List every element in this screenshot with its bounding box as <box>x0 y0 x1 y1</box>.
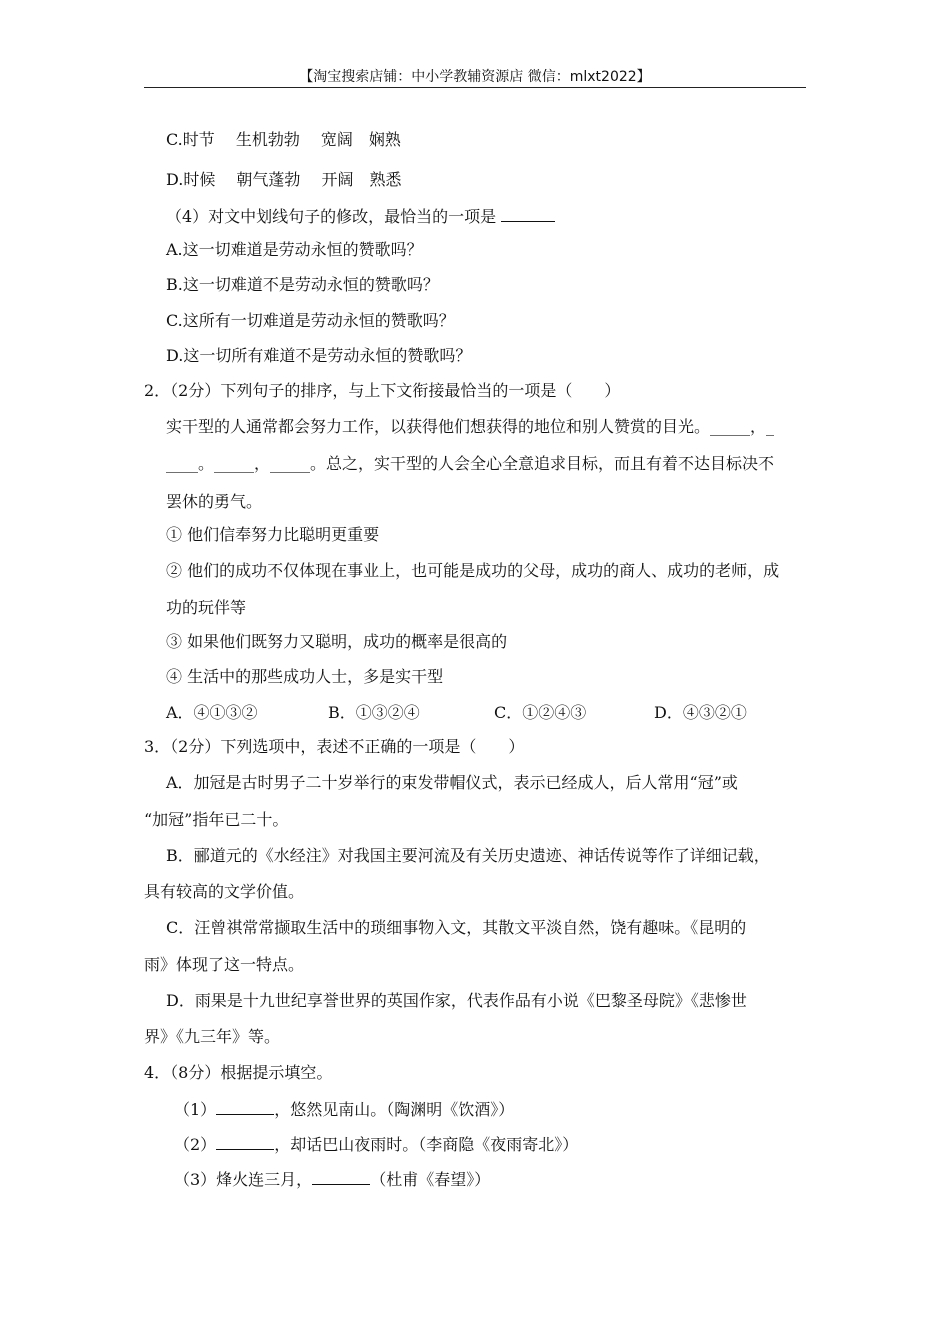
q4-item-1: （1） ，悠然见南山。（陶渊明《饮酒》） <box>174 1100 515 1119</box>
q2-choice-d[interactable]: D．④③②① <box>654 703 747 722</box>
q3-option-a-line-1: A．加冠是古时男子二十岁举行的束发带帽仪式，表示已经成人，后人常用“冠”或 <box>166 773 738 792</box>
q3-stem: 3．（2分）下列选项中，表述不正确的一项是（ ） <box>144 737 525 756</box>
q2-item-4: ④ 生活中的那些成功人士，多是实干型 <box>166 667 444 686</box>
q1-4-option-b: B.这一切难道不是劳动永恒的赞歌吗？ <box>166 275 439 294</box>
q3-option-c-line-2: 雨》体现了这一特点。 <box>144 955 305 974</box>
header-rule <box>144 87 806 88</box>
q1-4-option-d: D.这一切所有难道不是劳动永恒的赞歌吗？ <box>166 346 472 365</box>
answer-blank[interactable] <box>312 1168 370 1185</box>
q1-4-option-a: A.这一切难道是劳动永恒的赞歌吗？ <box>166 240 423 259</box>
answer-blank[interactable] <box>216 1098 274 1115</box>
q4-item-3: （3）烽火连三月， （杜甫《春望》） <box>174 1170 491 1189</box>
q2-passage-line-1: 实干型的人通常都会努力工作，以获得他们想获得的地位和别人赞赏的目光。_____，_ <box>166 417 775 436</box>
q2-stem: 2．（2分）下列句子的排序，与上下文衔接最恰当的一项是（ ） <box>144 381 621 400</box>
q3-option-a-line-2: “加冠”指年已二十。 <box>144 810 289 829</box>
q4-stem: 4．（8分）根据提示填空。 <box>144 1063 333 1082</box>
q3-option-c-line-1: C．汪曾祺常常撷取生活中的琐细事物入文，其散文平淡自然，饶有趣味。《昆明的 <box>166 918 747 937</box>
q1-4-stem: （4）对文中划线句子的修改，最恰当的一项是 <box>166 205 555 227</box>
q2-choice-a[interactable]: A．④①③② <box>166 703 258 722</box>
q3-option-d-line-2: 界》《九三年》等。 <box>144 1027 281 1046</box>
q3-option-d-line-1: D．雨果是十九世纪享誉世界的英国作家，代表作品有小说《巴黎圣母院》《悲惨世 <box>166 991 747 1010</box>
answer-blank[interactable] <box>216 1133 274 1150</box>
q2-choice-c[interactable]: C．①②④③ <box>494 703 587 722</box>
q2-choice-b[interactable]: B．①③②④ <box>328 703 420 722</box>
q3-option-b-line-1: B．郦道元的《水经注》对我国主要河流及有关历史遗迹、神话传说等作了详细记载， <box>166 846 770 865</box>
q2-passage-line-2: ____。_____，_____。总之，实干型的人会全心全意追求目标，而且有着不达目标决不 <box>166 454 775 473</box>
q2-item-2-cont: 功的玩伴等 <box>166 598 247 617</box>
q2-item-1: ① 他们信奉努力比聪明更重要 <box>166 525 380 544</box>
q3-option-b-line-2: 具有较高的文学价值。 <box>144 882 305 901</box>
q4-item-2: （2） ，却话巴山夜雨时。（李商隐《夜雨寄北》） <box>174 1135 579 1154</box>
q1-3-option-d: D.时候 朝气蓬勃 开阔 熟悉 <box>166 170 402 189</box>
q2-item-3: ③ 如果他们既努力又聪明，成功的概率是很高的 <box>166 632 508 651</box>
q2-passage-line-3: 罢休的勇气。 <box>166 492 263 511</box>
answer-blank[interactable] <box>501 205 555 222</box>
q2-item-2: ② 他们的成功不仅体现在事业上，也可能是成功的父母，成功的商人、成功的老师，成 <box>166 561 780 580</box>
page-header: 【淘宝搜索店铺：中小学教辅资源店 微信：mlxt2022】 <box>299 69 651 85</box>
q1-3-option-c: C.时节 生机勃勃 宽阔 娴熟 <box>166 130 401 149</box>
q1-4-option-c: C.这所有一切难道是劳动永恒的赞歌吗？ <box>166 311 455 330</box>
